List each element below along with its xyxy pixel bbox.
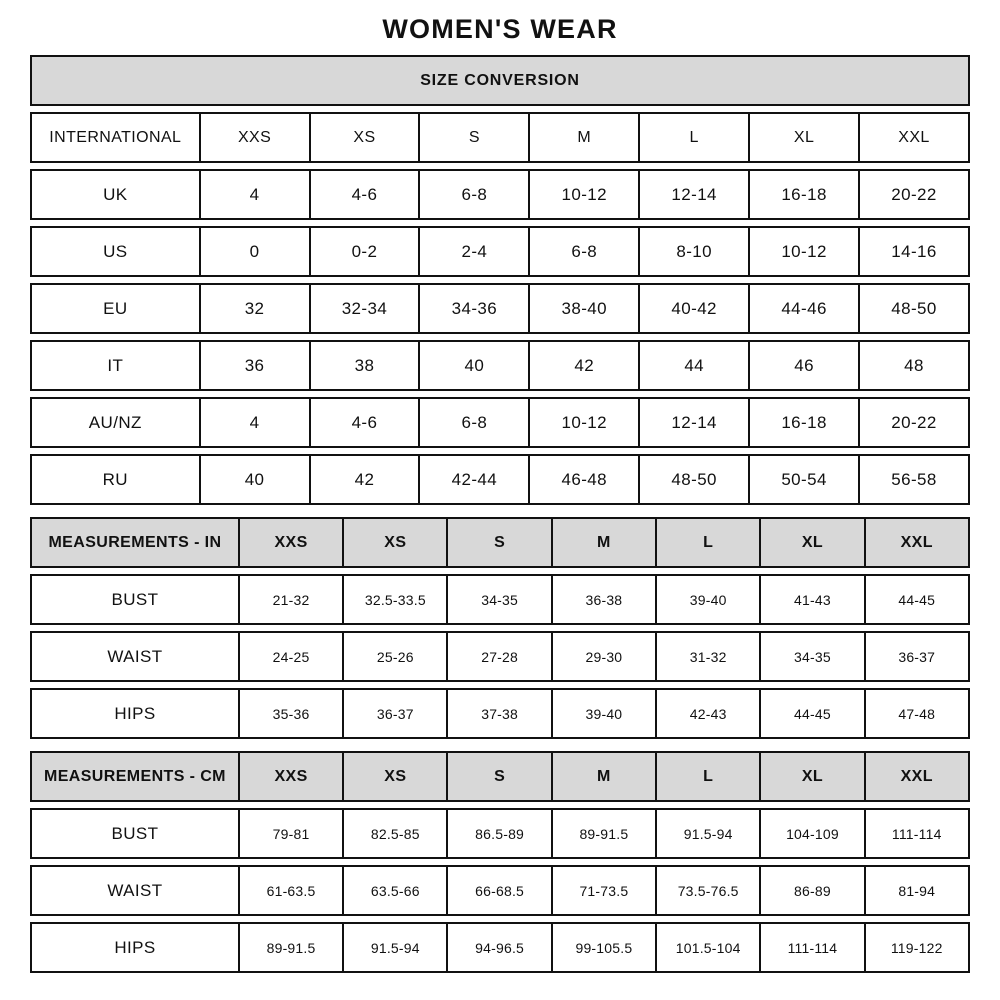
value-cell: 40 — [199, 456, 309, 503]
row-label: AU/NZ — [88, 412, 142, 432]
value-cell: 4 — [199, 171, 309, 218]
value-cell: 6-8 — [418, 399, 528, 446]
value-cell: 44-45 — [864, 576, 968, 623]
value-cell: 38 — [309, 342, 419, 389]
value-cell: 111-114 — [864, 810, 968, 857]
row-label: BUST — [111, 823, 159, 843]
column-header: XS — [342, 753, 446, 800]
value-cell: 0-2 — [309, 228, 419, 275]
column-header: XXS — [238, 753, 342, 800]
value-cell: 40-42 — [638, 285, 748, 332]
column-header: XL — [759, 519, 863, 566]
value-cell: 34-35 — [759, 633, 863, 680]
size-conversion-table — [30, 55, 970, 505]
value-cell: 111-114 — [759, 924, 863, 971]
table-header-label: MEASUREMENTS - CM — [43, 767, 226, 785]
value-cell: 34-35 — [446, 576, 550, 623]
value-cell: 20-22 — [858, 399, 968, 446]
value-cell: 31-32 — [655, 633, 759, 680]
value-cell: 42-44 — [418, 456, 528, 503]
value-cell: 79-81 — [238, 810, 342, 857]
column-header-row — [30, 517, 970, 568]
column-header: L — [655, 753, 759, 800]
value-cell: 81-94 — [864, 867, 968, 914]
value-cell: 36-37 — [342, 690, 446, 737]
column-header: XS — [309, 114, 419, 161]
value-cell: 12-14 — [638, 399, 748, 446]
value-cell: 44-45 — [759, 690, 863, 737]
row-label: WAIST — [107, 880, 163, 900]
value-cell: 38-40 — [528, 285, 638, 332]
value-cell: 48-50 — [638, 456, 748, 503]
table-row — [30, 397, 970, 448]
value-cell: 41-43 — [759, 576, 863, 623]
column-header-row — [30, 112, 970, 163]
column-header-row — [30, 751, 970, 802]
table-row — [30, 340, 970, 391]
value-cell: 89-91.5 — [551, 810, 655, 857]
row-label: HIPS — [114, 703, 156, 723]
column-header: L — [655, 519, 759, 566]
table-row — [30, 922, 970, 973]
table-row — [30, 454, 970, 505]
value-cell: 86-89 — [759, 867, 863, 914]
value-cell: 24-25 — [238, 633, 342, 680]
measurements-in-table — [30, 517, 970, 739]
value-cell: 2-4 — [418, 228, 528, 275]
column-header: M — [528, 114, 638, 161]
value-cell: 29-30 — [551, 633, 655, 680]
value-cell: 94-96.5 — [446, 924, 550, 971]
value-cell: 63.5-66 — [342, 867, 446, 914]
row-label: EU — [103, 298, 128, 318]
value-cell: 91.5-94 — [655, 810, 759, 857]
value-cell: 46-48 — [528, 456, 638, 503]
value-cell: 73.5-76.5 — [655, 867, 759, 914]
value-cell: 99-105.5 — [551, 924, 655, 971]
value-cell: 32-34 — [309, 285, 419, 332]
column-header: XL — [748, 114, 858, 161]
value-cell: 21-32 — [238, 576, 342, 623]
value-cell: 56-58 — [858, 456, 968, 503]
table-banner-row — [30, 55, 970, 106]
column-header: XS — [342, 519, 446, 566]
page-title: WOMEN'S WEAR — [382, 14, 618, 44]
value-cell: 34-36 — [418, 285, 528, 332]
column-header: L — [638, 114, 748, 161]
column-header: M — [551, 519, 655, 566]
value-cell: 32 — [199, 285, 309, 332]
value-cell: 36-37 — [864, 633, 968, 680]
column-header: XXS — [199, 114, 309, 161]
value-cell: 16-18 — [748, 399, 858, 446]
column-header: XXL — [858, 114, 968, 161]
column-header: S — [418, 114, 528, 161]
value-cell: 66-68.5 — [446, 867, 550, 914]
table-row — [30, 808, 970, 859]
row-label: UK — [103, 184, 128, 204]
value-cell: 48 — [858, 342, 968, 389]
value-cell: 42 — [528, 342, 638, 389]
value-cell: 40 — [418, 342, 528, 389]
row-label: RU — [102, 469, 128, 489]
value-cell: 42 — [309, 456, 419, 503]
table-row — [30, 226, 970, 277]
value-cell: 10-12 — [528, 399, 638, 446]
value-cell: 36 — [199, 342, 309, 389]
table-row — [30, 169, 970, 220]
column-header: S — [446, 519, 550, 566]
table-row — [30, 631, 970, 682]
value-cell: 6-8 — [418, 171, 528, 218]
value-cell: 71-73.5 — [551, 867, 655, 914]
table-title: SIZE CONVERSION — [420, 71, 580, 89]
row-label: IT — [107, 355, 124, 375]
value-cell: 82.5-85 — [342, 810, 446, 857]
row-label: WAIST — [107, 646, 163, 666]
column-header: XXL — [864, 753, 968, 800]
column-header: S — [446, 753, 550, 800]
value-cell: 10-12 — [528, 171, 638, 218]
value-cell: 37-38 — [446, 690, 550, 737]
value-cell: 61-63.5 — [238, 867, 342, 914]
value-cell: 4-6 — [309, 399, 419, 446]
column-header: M — [551, 753, 655, 800]
value-cell: 91.5-94 — [342, 924, 446, 971]
value-cell: 42-43 — [655, 690, 759, 737]
measurements-cm-table — [30, 751, 970, 973]
value-cell: 48-50 — [858, 285, 968, 332]
value-cell: 27-28 — [446, 633, 550, 680]
value-cell: 119-122 — [864, 924, 968, 971]
row-label: BUST — [111, 589, 159, 609]
column-header: XL — [759, 753, 863, 800]
value-cell: 46 — [748, 342, 858, 389]
value-cell: 10-12 — [748, 228, 858, 275]
value-cell: 89-91.5 — [238, 924, 342, 971]
value-cell: 44 — [638, 342, 748, 389]
value-cell: 36-38 — [551, 576, 655, 623]
table-row — [30, 283, 970, 334]
value-cell: 25-26 — [342, 633, 446, 680]
table-header-label: INTERNATIONAL — [49, 128, 182, 146]
value-cell: 39-40 — [551, 690, 655, 737]
value-cell: 50-54 — [748, 456, 858, 503]
table-header-label: MEASUREMENTS - IN — [48, 533, 222, 551]
value-cell: 47-48 — [864, 690, 968, 737]
value-cell: 39-40 — [655, 576, 759, 623]
value-cell: 4 — [199, 399, 309, 446]
value-cell: 12-14 — [638, 171, 748, 218]
row-label: HIPS — [114, 937, 156, 957]
value-cell: 35-36 — [238, 690, 342, 737]
value-cell: 101.5-104 — [655, 924, 759, 971]
value-cell: 14-16 — [858, 228, 968, 275]
value-cell: 44-46 — [748, 285, 858, 332]
value-cell: 32.5-33.5 — [342, 576, 446, 623]
value-cell: 86.5-89 — [446, 810, 550, 857]
table-row — [30, 574, 970, 625]
value-cell: 6-8 — [528, 228, 638, 275]
row-label: US — [103, 241, 128, 261]
value-cell: 8-10 — [638, 228, 748, 275]
value-cell: 20-22 — [858, 171, 968, 218]
value-cell: 4-6 — [309, 171, 419, 218]
table-row — [30, 865, 970, 916]
table-row — [30, 688, 970, 739]
value-cell: 104-109 — [759, 810, 863, 857]
value-cell: 16-18 — [748, 171, 858, 218]
column-header: XXS — [238, 519, 342, 566]
column-header: XXL — [864, 519, 968, 566]
value-cell: 0 — [199, 228, 309, 275]
